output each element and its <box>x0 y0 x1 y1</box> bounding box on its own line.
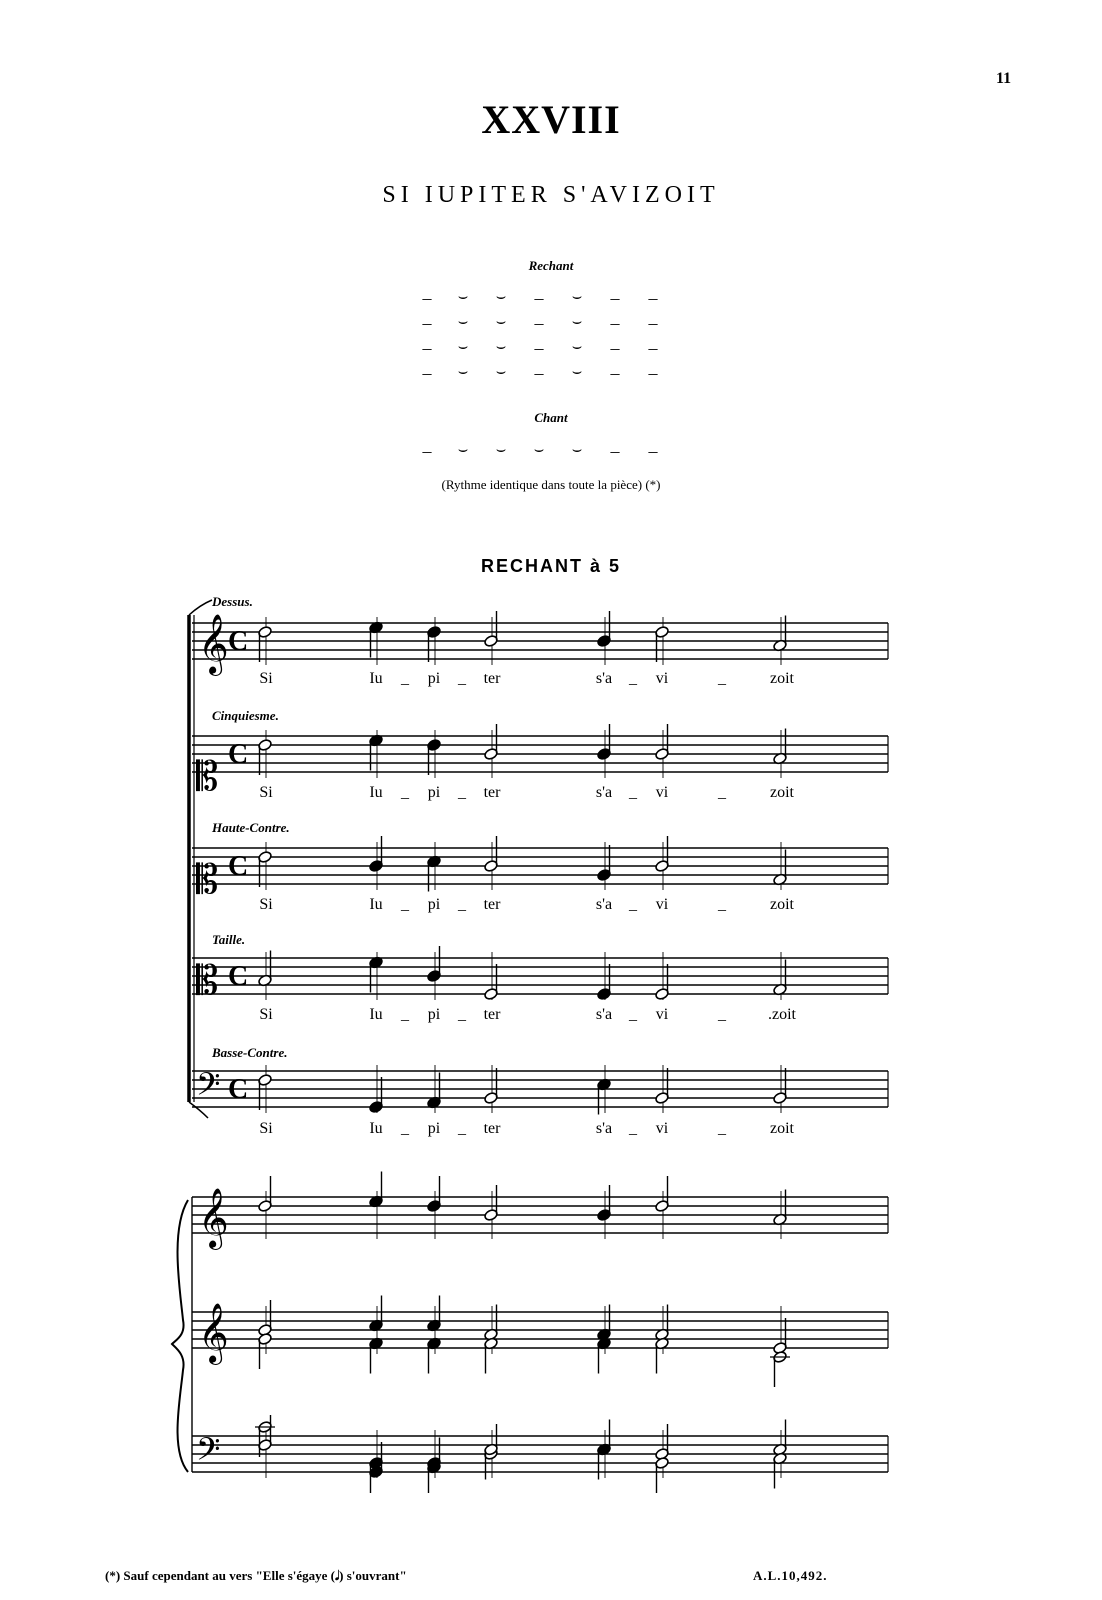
long-syllable-mark: – <box>648 338 658 358</box>
lyric-syllable: vi <box>655 670 669 687</box>
short-syllable-mark: ⌣ <box>571 288 583 305</box>
rechant-label: Rechant <box>528 258 574 273</box>
long-syllable-mark: – <box>534 338 544 358</box>
lyric-hyphen: _ <box>401 1006 409 1023</box>
short-syllable-mark: ⌣ <box>571 363 583 380</box>
short-syllable-mark: ⌣ <box>457 441 469 458</box>
lyric-syllable: Iu <box>369 784 383 801</box>
lyric-hyphen: _ <box>458 784 466 801</box>
bass-clef-icon: 𝄢 <box>196 1066 221 1110</box>
treble-clef-icon: 𝄞 <box>198 1188 229 1248</box>
lyric-hyphen: _ <box>629 784 637 801</box>
lyric-syllable: Si <box>259 670 273 687</box>
c-clef-icon: 𝄡 <box>196 958 219 1004</box>
lyric-syllable: s'a <box>595 784 613 801</box>
long-syllable-mark: – <box>610 313 620 333</box>
lyric-syllable: pi <box>427 896 441 913</box>
lyric-syllable: Iu <box>369 1120 383 1137</box>
lyric-hyphen: _ <box>401 896 409 913</box>
long-syllable-mark: – <box>422 441 432 461</box>
lyric-syllable: Si <box>259 1120 273 1137</box>
lyric-hyphen: _ <box>401 784 409 801</box>
lyric-syllable: ter <box>483 1006 501 1023</box>
short-syllable-mark: ⌣ <box>457 288 469 305</box>
short-syllable-mark: ⌣ <box>571 338 583 355</box>
plate-number: A.L.10,492. <box>753 1568 828 1583</box>
lyric-syllable: s'a <box>595 670 613 687</box>
chant-label: Chant <box>534 410 568 425</box>
lyric-syllable: .zoit <box>768 1006 796 1023</box>
section-heading: RECHANT à 5 <box>480 556 622 576</box>
lyric-hyphen: _ <box>718 1006 726 1023</box>
voice-name: Taille. <box>212 932 246 947</box>
long-syllable-mark: – <box>610 338 620 358</box>
lyric-syllable: vi <box>655 1120 669 1137</box>
short-syllable-mark: ⌣ <box>495 363 507 380</box>
long-syllable-mark: – <box>534 363 544 383</box>
lyric-syllable: zoit <box>770 896 794 913</box>
lyric-hyphen: _ <box>629 1120 637 1137</box>
long-syllable-mark: – <box>648 313 658 333</box>
short-syllable-mark: ⌣ <box>571 441 583 458</box>
lyric-syllable: s'a <box>595 1006 613 1023</box>
lyric-hyphen: _ <box>458 896 466 913</box>
lyric-syllable: pi <box>427 1120 441 1137</box>
lyric-syllable: pi <box>427 1006 441 1023</box>
lyric-syllable: pi <box>427 670 441 687</box>
common-time-icon: C <box>228 851 249 882</box>
piano-brace <box>172 1200 188 1472</box>
lyric-syllable: vi <box>655 784 669 801</box>
lyric-hyphen: _ <box>629 670 637 687</box>
lyric-syllable: Iu <box>369 896 383 913</box>
lyric-syllable: vi <box>655 896 669 913</box>
long-syllable-mark: – <box>422 363 432 383</box>
short-syllable-mark: ⌣ <box>495 313 507 330</box>
lyric-syllable: ter <box>483 1120 501 1137</box>
common-time-icon: C <box>228 1074 249 1105</box>
voice-name: Cinquiesme. <box>212 708 279 723</box>
long-syllable-mark: – <box>610 441 620 461</box>
voice-name: Haute-Contre. <box>212 820 290 835</box>
lyric-hyphen: _ <box>629 896 637 913</box>
common-time-icon: C <box>228 961 249 992</box>
long-syllable-mark: – <box>534 313 544 333</box>
lyric-syllable: Si <box>259 784 273 801</box>
lyric-syllable: zoit <box>770 784 794 801</box>
lyric-hyphen: _ <box>401 1120 409 1137</box>
short-syllable-mark: ⌣ <box>495 338 507 355</box>
short-syllable-mark: ⌣ <box>457 313 469 330</box>
short-syllable-mark: ⌣ <box>533 441 545 458</box>
lyric-syllable: s'a <box>595 896 613 913</box>
short-syllable-mark: ⌣ <box>457 338 469 355</box>
long-syllable-mark: – <box>610 363 620 383</box>
long-syllable-mark: – <box>648 363 658 383</box>
lyric-hyphen: _ <box>718 784 726 801</box>
piece-title: SI IUPITER S'AVIZOIT <box>382 182 720 208</box>
lyric-syllable: zoit <box>770 670 794 687</box>
footnote: (*) Sauf cependant au vers "Elle s'égaye (𝅘𝅥) s'ouvrant" <box>105 1568 407 1583</box>
lyric-syllable: Si <box>259 896 273 913</box>
lyric-hyphen: _ <box>401 670 409 687</box>
long-syllable-mark: – <box>610 288 620 308</box>
lyric-hyphen: _ <box>458 1006 466 1023</box>
long-syllable-mark: – <box>422 288 432 308</box>
treble-clef-icon: 𝄞 <box>198 1303 229 1363</box>
voice-name: Basse-Contre. <box>212 1045 288 1060</box>
lyric-syllable: Iu <box>369 670 383 687</box>
short-syllable-mark: ⌣ <box>457 363 469 380</box>
lyric-hyphen: _ <box>458 1120 466 1137</box>
c-clef-icon: 𝄡 <box>196 754 219 800</box>
lyric-syllable: s'a <box>595 1120 613 1137</box>
lyric-hyphen: _ <box>458 670 466 687</box>
piece-number: XXVIII <box>481 97 621 142</box>
lyric-hyphen: _ <box>718 1120 726 1137</box>
lyric-syllable: ter <box>483 670 501 687</box>
long-syllable-mark: – <box>648 441 658 461</box>
lyric-hyphen: _ <box>629 1006 637 1023</box>
lyric-syllable: ter <box>483 896 501 913</box>
voice-name: Dessus. <box>212 594 253 609</box>
lyric-hyphen: _ <box>718 896 726 913</box>
lyric-syllable: ter <box>483 784 501 801</box>
treble-clef-icon: 𝄞 <box>198 614 229 674</box>
lyric-syllable: Iu <box>369 1006 383 1023</box>
lyric-syllable: vi <box>655 1006 669 1023</box>
long-syllable-mark: – <box>648 288 658 308</box>
long-syllable-mark: – <box>534 288 544 308</box>
page-number: 11 <box>996 70 1012 87</box>
common-time-icon: C <box>228 626 249 657</box>
lyric-syllable: zoit <box>770 1120 794 1137</box>
lyric-syllable: Si <box>259 1006 273 1023</box>
short-syllable-mark: ⌣ <box>571 313 583 330</box>
rhythm-note: (Rythme identique dans toute la pièce) (*) <box>441 477 661 492</box>
lyric-syllable: pi <box>427 784 441 801</box>
bracket-hook <box>189 600 212 615</box>
long-syllable-mark: – <box>422 338 432 358</box>
common-time-icon: C <box>228 739 249 770</box>
short-syllable-mark: ⌣ <box>495 288 507 305</box>
lyric-hyphen: _ <box>718 670 726 687</box>
long-syllable-mark: – <box>422 313 432 333</box>
c-clef-icon: 𝄡 <box>196 857 219 903</box>
bass-clef-icon: 𝄢 <box>196 1431 221 1475</box>
short-syllable-mark: ⌣ <box>495 441 507 458</box>
